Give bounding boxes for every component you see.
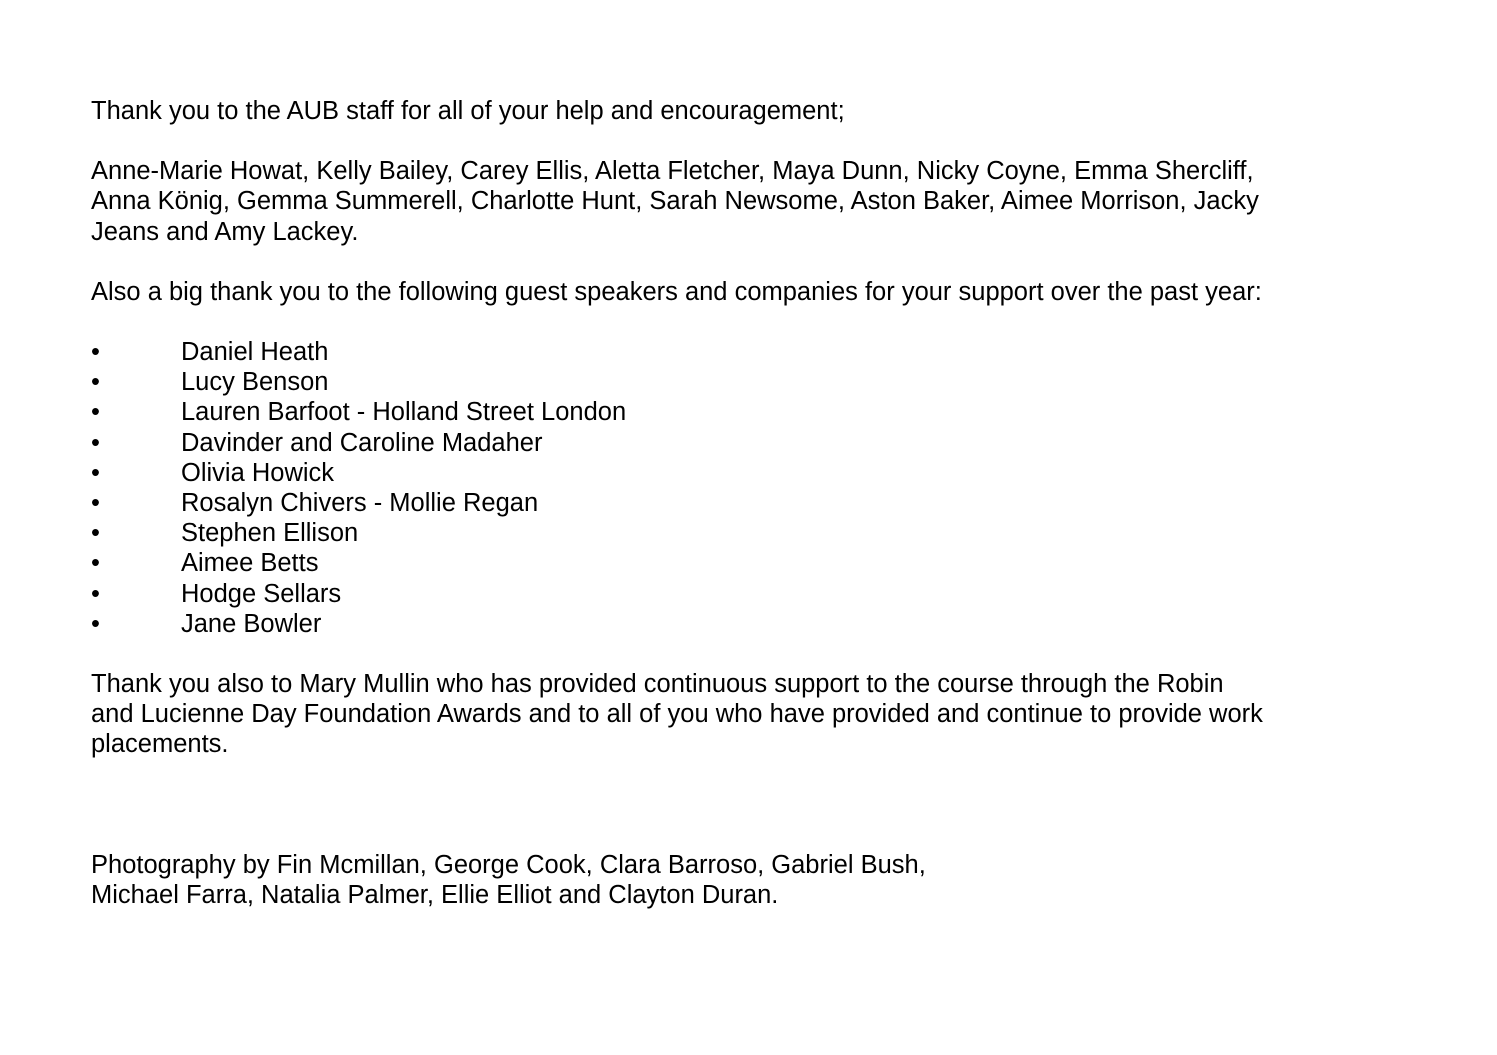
speaker-name: Stephen Ellison <box>181 519 359 548</box>
list-item <box>91 458 1391 488</box>
list-item <box>91 488 1391 518</box>
list-item <box>91 397 1391 427</box>
speaker-name: Daniel Heath <box>181 338 329 367</box>
speaker-name: Davinder and Caroline Madaher <box>181 428 543 457</box>
list-item <box>91 548 1391 578</box>
speaker-name: Lauren Barfoot - Holland Street London <box>181 398 627 427</box>
list-item <box>91 518 1391 548</box>
speaker-name: Rosalyn Chivers - Mollie Regan <box>181 488 539 517</box>
speaker-name: Aimee Betts <box>181 549 319 578</box>
staff-line: Jeans and Amy Lackey. <box>91 217 359 246</box>
list-item <box>91 579 1391 609</box>
photo-credit-line: Photography by Fin Mcmillan, George Cook, Clara Barroso, Gabriel Bush, <box>91 850 926 879</box>
speaker-name: Jane Bowler <box>181 609 322 638</box>
list-item <box>91 609 1391 639</box>
list-item <box>91 337 1391 367</box>
staff-line: Anna König, Gemma Summerell, Charlotte Hunt, Sarah Newsome, Aston Baker, Aimee Morrison, Jacky <box>91 187 1259 216</box>
bullet-icon: • <box>91 368 100 397</box>
closing-paragraph <box>91 669 1391 760</box>
bullet-icon: • <box>91 458 100 487</box>
closing-line: Thank you also to Mary Mullin who has provided continuous support to the course through the Robin <box>91 669 1224 698</box>
photo-credit-line: Michael Farra, Natalia Palmer, Ellie Elliot and Clayton Duran. <box>91 880 779 909</box>
closing-line: placements. <box>91 730 229 759</box>
list-item <box>91 428 1391 458</box>
bullet-icon: • <box>91 398 100 427</box>
speaker-list <box>91 337 1391 639</box>
photo-credits <box>91 850 1391 910</box>
guests-intro-paragraph: Also a big thank you to the following guest speakers and companies for your support over the past year: <box>91 277 1262 306</box>
bullet-icon: • <box>91 549 100 578</box>
speaker-name: Hodge Sellars <box>181 579 342 608</box>
closing-line: and Lucienne Day Foundation Awards and to all of you who have provided and continue to provide work <box>91 700 1263 729</box>
speaker-name: Olivia Howick <box>181 458 335 487</box>
bullet-icon: • <box>91 338 100 367</box>
bullet-icon: • <box>91 519 100 548</box>
acknowledgements-page <box>91 96 1391 910</box>
speaker-name: Lucy Benson <box>181 368 329 397</box>
bullet-icon: • <box>91 579 100 608</box>
bullet-icon: • <box>91 488 100 517</box>
intro-paragraph: Thank you to the AUB staff for all of your help and encouragement; <box>91 97 845 125</box>
bullet-icon: • <box>91 609 100 638</box>
staff-line: Anne-Marie Howat, Kelly Bailey, Carey Ellis, Aletta Fletcher, Maya Dunn, Nicky Coyne, Emma Shercliff, <box>91 157 1254 186</box>
bullet-icon: • <box>91 428 100 457</box>
list-item <box>91 367 1391 397</box>
staff-paragraph <box>91 156 1391 247</box>
